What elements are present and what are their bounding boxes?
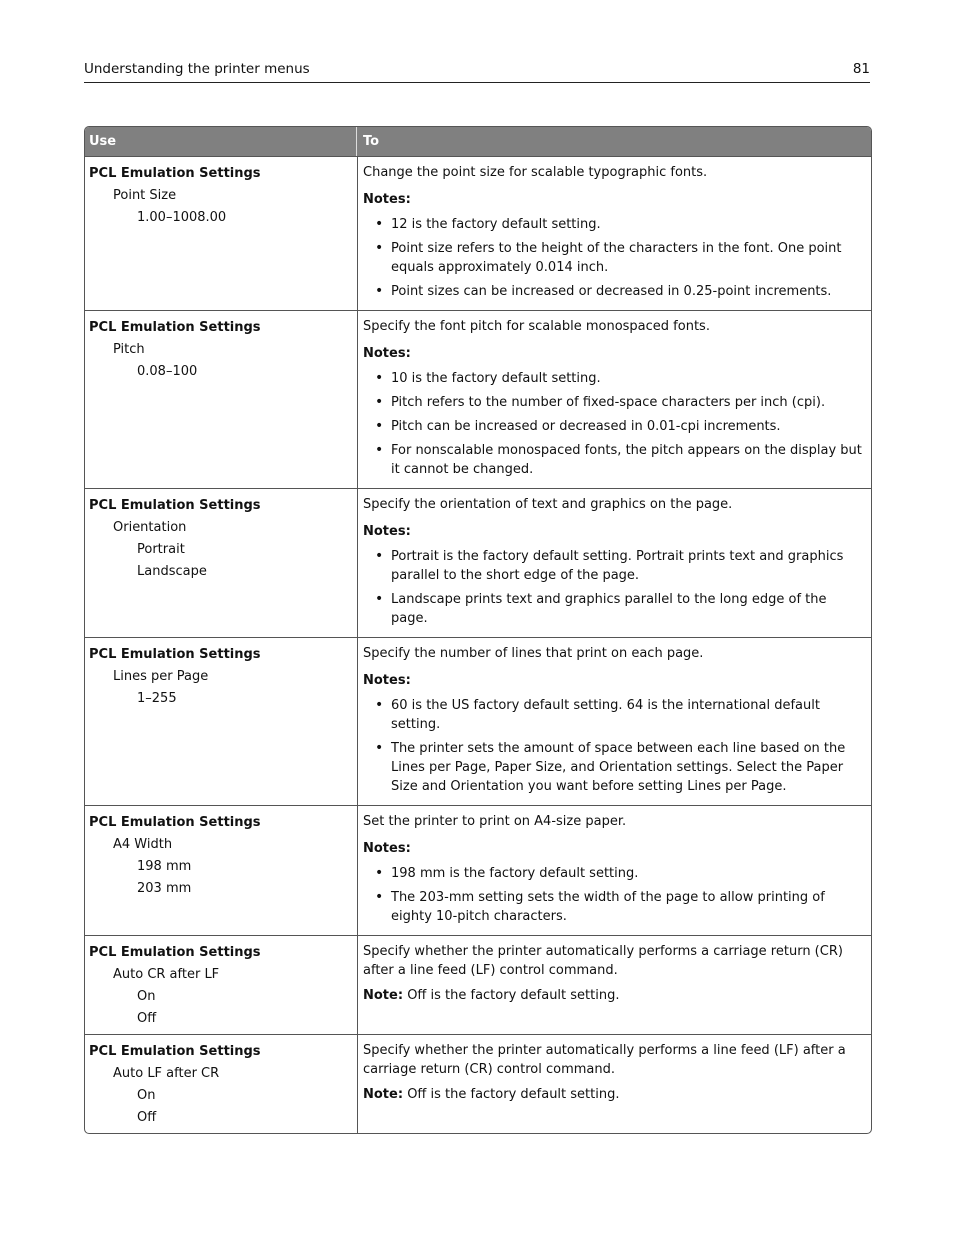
to-cell: [358, 1035, 871, 1133]
note-label: Note:: [363, 1087, 404, 1102]
menu-item: Lines per Page: [113, 669, 209, 684]
description: Specify the orientation of text and graphics on the page.: [363, 497, 733, 512]
description: Specify the number of lines that print on each page.: [363, 646, 704, 661]
note: [363, 986, 865, 1005]
menu-item: Auto CR after LF: [113, 967, 220, 982]
to-cell: [358, 157, 871, 310]
list-item: • Point sizes can be increased or decreased in 0.25‑point increments.: [363, 282, 865, 301]
note: [363, 1085, 865, 1104]
menu-value: Portrait: [137, 542, 185, 557]
menu-value: Landscape: [137, 564, 207, 579]
use-cell: [85, 1035, 358, 1133]
to-cell: [358, 311, 871, 488]
menu-value: 0.08–100: [137, 364, 198, 379]
list-item: • 198 mm is the factory default setting.: [363, 864, 865, 883]
to-cell: [358, 638, 871, 805]
description: Specify whether the printer automatically performs a line feed (LF) after a carriage return (CR) control command.: [363, 1043, 846, 1077]
menu-value: On: [137, 1088, 156, 1103]
note-text: Off is the factory default setting.: [407, 1087, 620, 1102]
table-row: [85, 488, 871, 637]
description: Specify whether the printer automatically performs a carriage return (CR) after a line feed (LF) control command.: [363, 944, 843, 978]
menu-value: Off: [137, 1110, 157, 1125]
list-item: • Pitch can be increased or decreased in 0.01‑cpi increments.: [363, 417, 865, 436]
menu-value: Off: [137, 1011, 157, 1026]
notes-list: [363, 369, 865, 479]
menu-item: Pitch: [113, 342, 145, 357]
notes-list: [363, 547, 865, 628]
page-header: [84, 60, 870, 83]
use-cell: [85, 489, 358, 637]
menu-value: 203 mm: [137, 881, 192, 896]
menu-item: Orientation: [113, 520, 187, 535]
menu-value: 1–255: [137, 691, 177, 706]
list-item: • Portrait is the factory default setting. Portrait prints text and graphics parallel to the short edge of the page.: [363, 547, 865, 585]
list-item: • Point size refers to the height of the characters in the font. One point equals approximately 0.014 inch.: [363, 239, 865, 277]
notes-list: [363, 864, 865, 926]
column-header-to: To: [363, 134, 380, 149]
table-row: [85, 156, 871, 310]
menu-name: PCL Emulation Settings: [89, 498, 261, 513]
list-item: • 10 is the factory default setting.: [363, 369, 865, 388]
page-title: Understanding the printer menus: [84, 61, 310, 77]
list-item: • 12 is the factory default setting.: [363, 215, 865, 234]
use-cell: [85, 936, 358, 1034]
use-cell: [85, 311, 358, 488]
list-item: • For nonscalable monospaced fonts, the pitch appears on the display but it cannot be changed.: [363, 441, 865, 479]
list-item: • The printer sets the amount of space between each line based on the Lines per Page, Paper Size, and Orientation settings. Select the Paper Size and Orientation you want before setting Lines per Page.: [363, 739, 865, 796]
menu-name: PCL Emulation Settings: [89, 945, 261, 960]
notes-label: Notes:: [363, 524, 411, 539]
settings-table: [84, 126, 872, 1134]
use-cell: [85, 638, 358, 805]
notes-label: Notes:: [363, 346, 411, 361]
menu-item: Auto LF after CR: [113, 1066, 220, 1081]
notes-list: [363, 696, 865, 796]
menu-name: PCL Emulation Settings: [89, 647, 261, 662]
notes-list: [363, 215, 865, 301]
to-cell: [358, 806, 871, 935]
list-item: • Landscape prints text and graphics parallel to the long edge of the page.: [363, 590, 865, 628]
notes-label: Notes:: [363, 673, 411, 688]
table-row: [85, 310, 871, 488]
notes-label: Notes:: [363, 192, 411, 207]
list-item: • Pitch refers to the number of fixed‑space characters per inch (cpi).: [363, 393, 865, 412]
menu-name: PCL Emulation Settings: [89, 320, 261, 335]
description: Change the point size for scalable typographic fonts.: [363, 165, 708, 180]
description: Specify the font pitch for scalable monospaced fonts.: [363, 319, 710, 334]
menu-name: PCL Emulation Settings: [89, 1044, 261, 1059]
menu-name: PCL Emulation Settings: [89, 166, 261, 181]
use-cell: [85, 806, 358, 935]
to-cell: [358, 936, 871, 1034]
description: Set the printer to print on A4‑size paper.: [363, 814, 627, 829]
list-item: • 60 is the US factory default setting. 64 is the international default setting.: [363, 696, 865, 734]
note-text: Off is the factory default setting.: [407, 988, 620, 1003]
list-item: • The 203‑mm setting sets the width of the page to allow printing of eighty 10‑pitch characters.: [363, 888, 865, 926]
table-row: [85, 805, 871, 935]
use-cell: [85, 157, 358, 310]
page-number: 81: [852, 61, 870, 77]
menu-value: 198 mm: [137, 859, 192, 874]
table-row: [85, 935, 871, 1034]
table-row: [85, 1034, 871, 1133]
table-header: [85, 127, 871, 156]
to-cell: [358, 489, 871, 637]
notes-label: Notes:: [363, 841, 411, 856]
menu-value: 1.00–1008.00: [137, 210, 227, 225]
column-header-use: Use: [85, 127, 357, 156]
table-row: [85, 637, 871, 805]
note-label: Note:: [363, 988, 404, 1003]
menu-item: A4 Width: [113, 837, 173, 852]
menu-item: Point Size: [113, 188, 177, 203]
menu-value: On: [137, 989, 156, 1004]
menu-name: PCL Emulation Settings: [89, 815, 261, 830]
